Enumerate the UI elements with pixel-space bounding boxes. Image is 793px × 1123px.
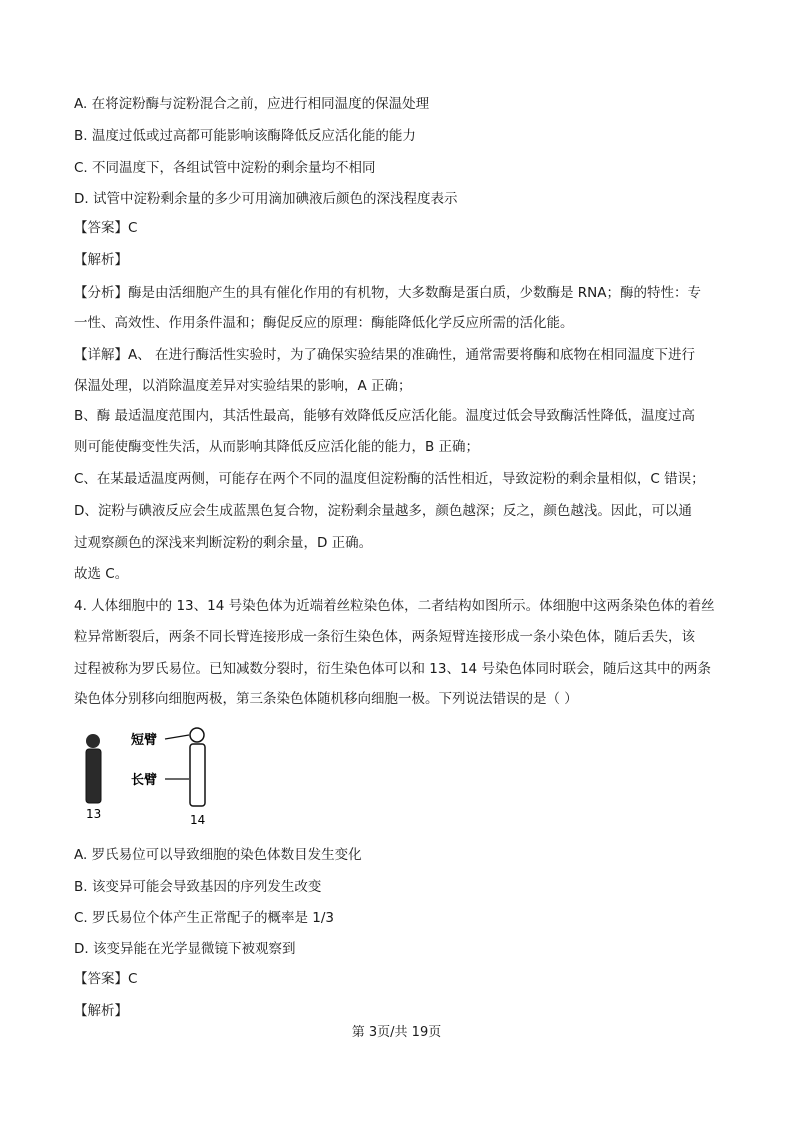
short-arm-label: 短臂 <box>131 733 158 748</box>
question-stem-line: 过程被称为罗氏易位。已知减数分裂时，衍生染色体可以和 13、14 号染色体同时联会，随后这其中的两条 <box>74 661 711 677</box>
detail-line: 则可能使酶变性失活，从而影响其降低反应活化能的能力，B 正确； <box>74 439 480 455</box>
chr13-short-arm <box>86 734 100 748</box>
chr13-label: 13 <box>86 807 102 821</box>
detail-line: 过观察颜色的深浅来判断淀粉的剩余量，D 正确。 <box>74 535 373 551</box>
option-d: D. 该变异能在光学显微镜下被观察到 <box>74 941 296 957</box>
answer-label: 【答案】C <box>74 971 138 987</box>
analysis-line: 【分析】酶是由活细胞产生的具有催化作用的有机物，大多数酶是蛋白质，少数酶是 RNA；酶的特性：专 <box>74 285 702 301</box>
short-arm-pointer <box>165 735 189 739</box>
detail-line: 【详解】A、 在进行酶活性实验时，为了确保实验结果的准确性，通常需要将酶和底物在相同温度下进行 <box>74 347 696 363</box>
detail-line: B、酶 最适温度范围内，其活性最高，能够有效降低反应活化能。温度过低会导致酶活性降低，温度过高 <box>74 408 696 424</box>
option-a: A. 罗氏易位可以导致细胞的染色体数目发生变化 <box>74 847 362 863</box>
analysis-heading: 【解析】 <box>74 1003 128 1019</box>
option-c: C. 不同温度下，各组试管中淀粉的剩余量均不相同 <box>74 160 376 176</box>
question-stem-line: 染色体分别移向细胞两极，第三条染色体随机移向细胞一极。下列说法错误的是（ ） <box>74 691 578 707</box>
answer-label: 【答案】C <box>74 220 138 236</box>
page-footer: 第 3页/共 19页 <box>351 1025 442 1040</box>
chr14-label: 14 <box>190 813 206 825</box>
analysis-line: 一性、高效性、作用条件温和；酶促反应的原理：酶能降低化学反应所需的活化能。 <box>74 315 574 331</box>
conclusion-line: 故选 C。 <box>74 566 129 582</box>
chromosome-figure <box>80 725 220 825</box>
analysis-heading: 【解析】 <box>74 252 128 268</box>
question-stem-line: 4. 人体细胞中的 13、14 号染色体为近端着丝粒染色体，二者结构如图所示。体细胞中这两条染色体的着丝 <box>74 598 715 614</box>
question-stem-line: 粒异常断裂后，两条不同长臂连接形成一条衍生染色体，两条短臂连接形成一条小染色体，随后丢失，该 <box>74 629 695 645</box>
chr14-long-arm <box>190 744 205 806</box>
detail-line: C、在某最适温度两侧，可能存在两个不同的温度但淀粉酶的活性相近，导致淀粉的剩余量相似，C 错误； <box>74 471 705 487</box>
long-arm-label: 长臂 <box>131 773 158 788</box>
option-d: D. 试管中淀粉剩余量的多少可用滴加碘液后颜色的深浅程度表示 <box>74 191 458 207</box>
option-c: C. 罗氏易位个体产生正常配子的概率是 1/3 <box>74 910 335 926</box>
option-b: B. 温度过低或过高都可能影响该酶降低反应活化能的能力 <box>74 128 416 144</box>
detail-line: D、淀粉与碘液反应会生成蓝黑色复合物，淀粉剩余量越多，颜色越深；反之，颜色越浅。因此，可以通 <box>74 503 692 519</box>
option-b: B. 该变异可能会导致基因的序列发生改变 <box>74 879 322 895</box>
detail-line: 保温处理，以消除温度差异对实验结果的影响，A 正确； <box>74 378 412 394</box>
chr14-short-arm <box>190 728 204 742</box>
option-a: A. 在将淀粉酶与淀粉混合之前，应进行相同温度的保温处理 <box>74 96 430 112</box>
chr13-long-arm <box>86 749 101 803</box>
